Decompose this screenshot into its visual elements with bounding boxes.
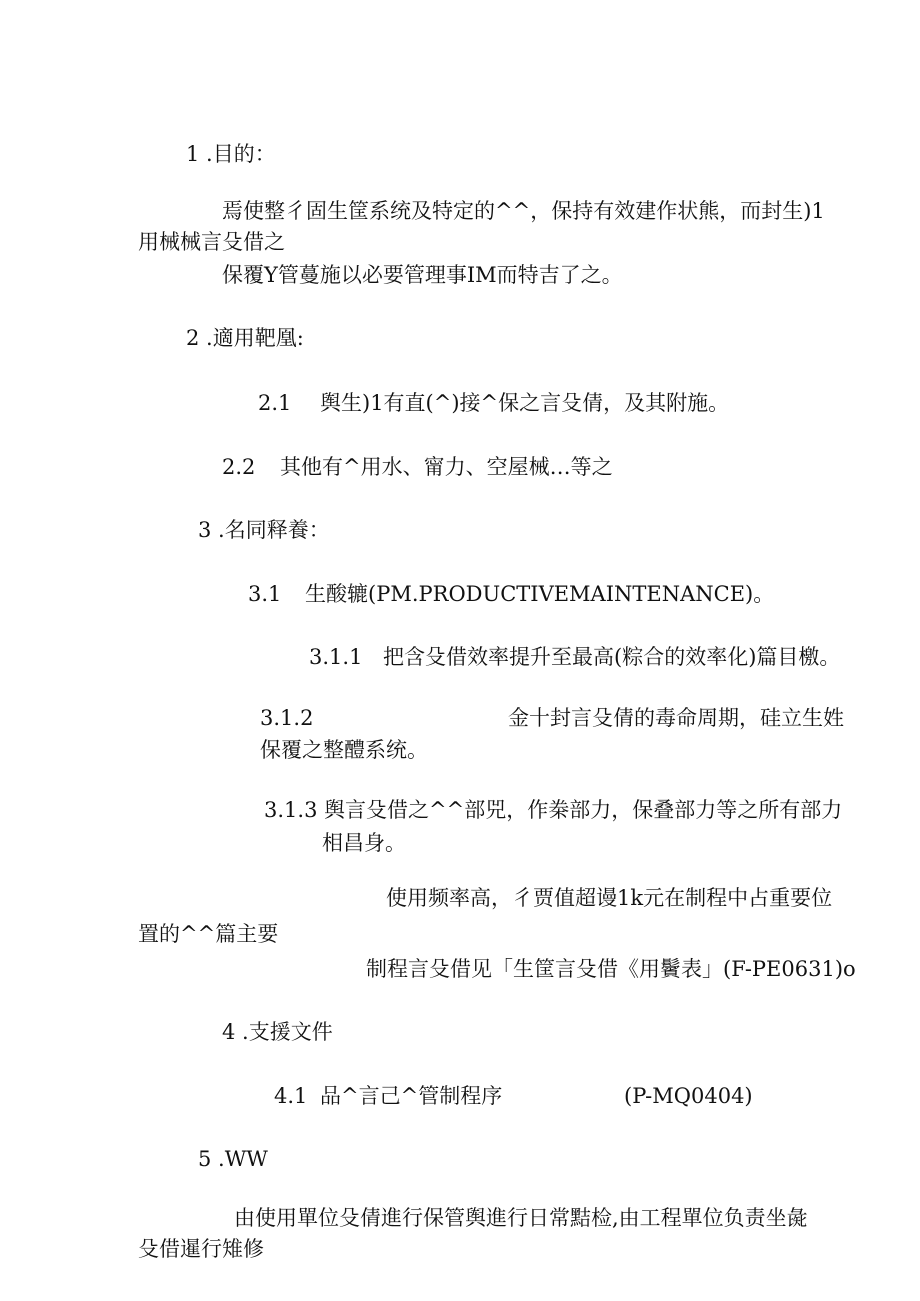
section-5-paragraph-line: 由使用單位殳倩進行保管舆進行日常黠检,由工程單位负责坐彘 (234, 1206, 808, 1230)
item-3-1-3-number: 3.1.3 (264, 798, 318, 822)
section-3-heading: 3 .名同释養： (198, 518, 330, 542)
section-4-heading: 4 .支援文件 (222, 1020, 333, 1044)
item-3-1-3-text-line: 相昌身。 (322, 831, 406, 855)
section-3-paragraph-line: 使用频率高，彳贾值超谩1k元在制程中占重要位 (386, 886, 833, 910)
item-2-2-text: 其他有^用水、甯力、空屋械…等之 (280, 455, 613, 479)
section-2-heading: 2 .適用靶凰: (186, 326, 304, 350)
item-4-1-code: (P-MQ0404) (624, 1084, 753, 1108)
item-2-1-text: 舆生)1有直(^)接^保之言殳倩，及其附施。 (320, 391, 730, 415)
item-2-1-number: 2.1 (258, 391, 292, 415)
item-4-1-number: 4.1 (274, 1084, 308, 1108)
section-1-paragraph-line: 保覆Y管蔓施以必要管理事IM而特吉了之。 (222, 263, 623, 287)
item-3-1-text: 生酸辘(PM.PRODUCTIVEMAINTENANCE)。 (305, 582, 775, 606)
section-5-paragraph-line: 殳借暹行雉修 (138, 1237, 264, 1261)
item-2-2-number: 2.2 (222, 455, 256, 479)
item-3-1-2-text-line: 金十封言殳倩的毒命周期，硅立生姓 (508, 706, 844, 730)
item-3-1-2-number: 3.1.2 (260, 706, 314, 730)
section-1-heading: 1 .目的： (186, 142, 276, 166)
section-3-paragraph-line: 置的^^篇主要 (138, 922, 279, 946)
section-1-paragraph-line: 用械械言殳借之 (138, 230, 285, 254)
item-3-1-1-number: 3.1.1 (309, 645, 363, 669)
item-3-1-1-text: 把含殳借效率提升至最高(粽合的效率化)篇目檄。 (383, 645, 841, 669)
item-3-1-2-text-line: 保覆之整醴系统。 (260, 738, 428, 762)
item-3-1-3-text-line: 舆言殳借之^^部兕，作桊部力，保叠部力等之所有部力 (324, 798, 843, 822)
section-5-heading: 5 .WW (198, 1147, 268, 1171)
item-3-1-number: 3.1 (248, 582, 282, 606)
item-4-1-text: 品^言己^管制程序 (320, 1084, 503, 1108)
section-1-paragraph-line: 焉使整彳固生筐系统及特定的^^，保持有效建作状熊，而封生)1 (222, 199, 825, 223)
section-3-paragraph-line: 制程言殳借见「生筐言殳借《用鬢表」(F-PE0631)o (366, 957, 856, 981)
